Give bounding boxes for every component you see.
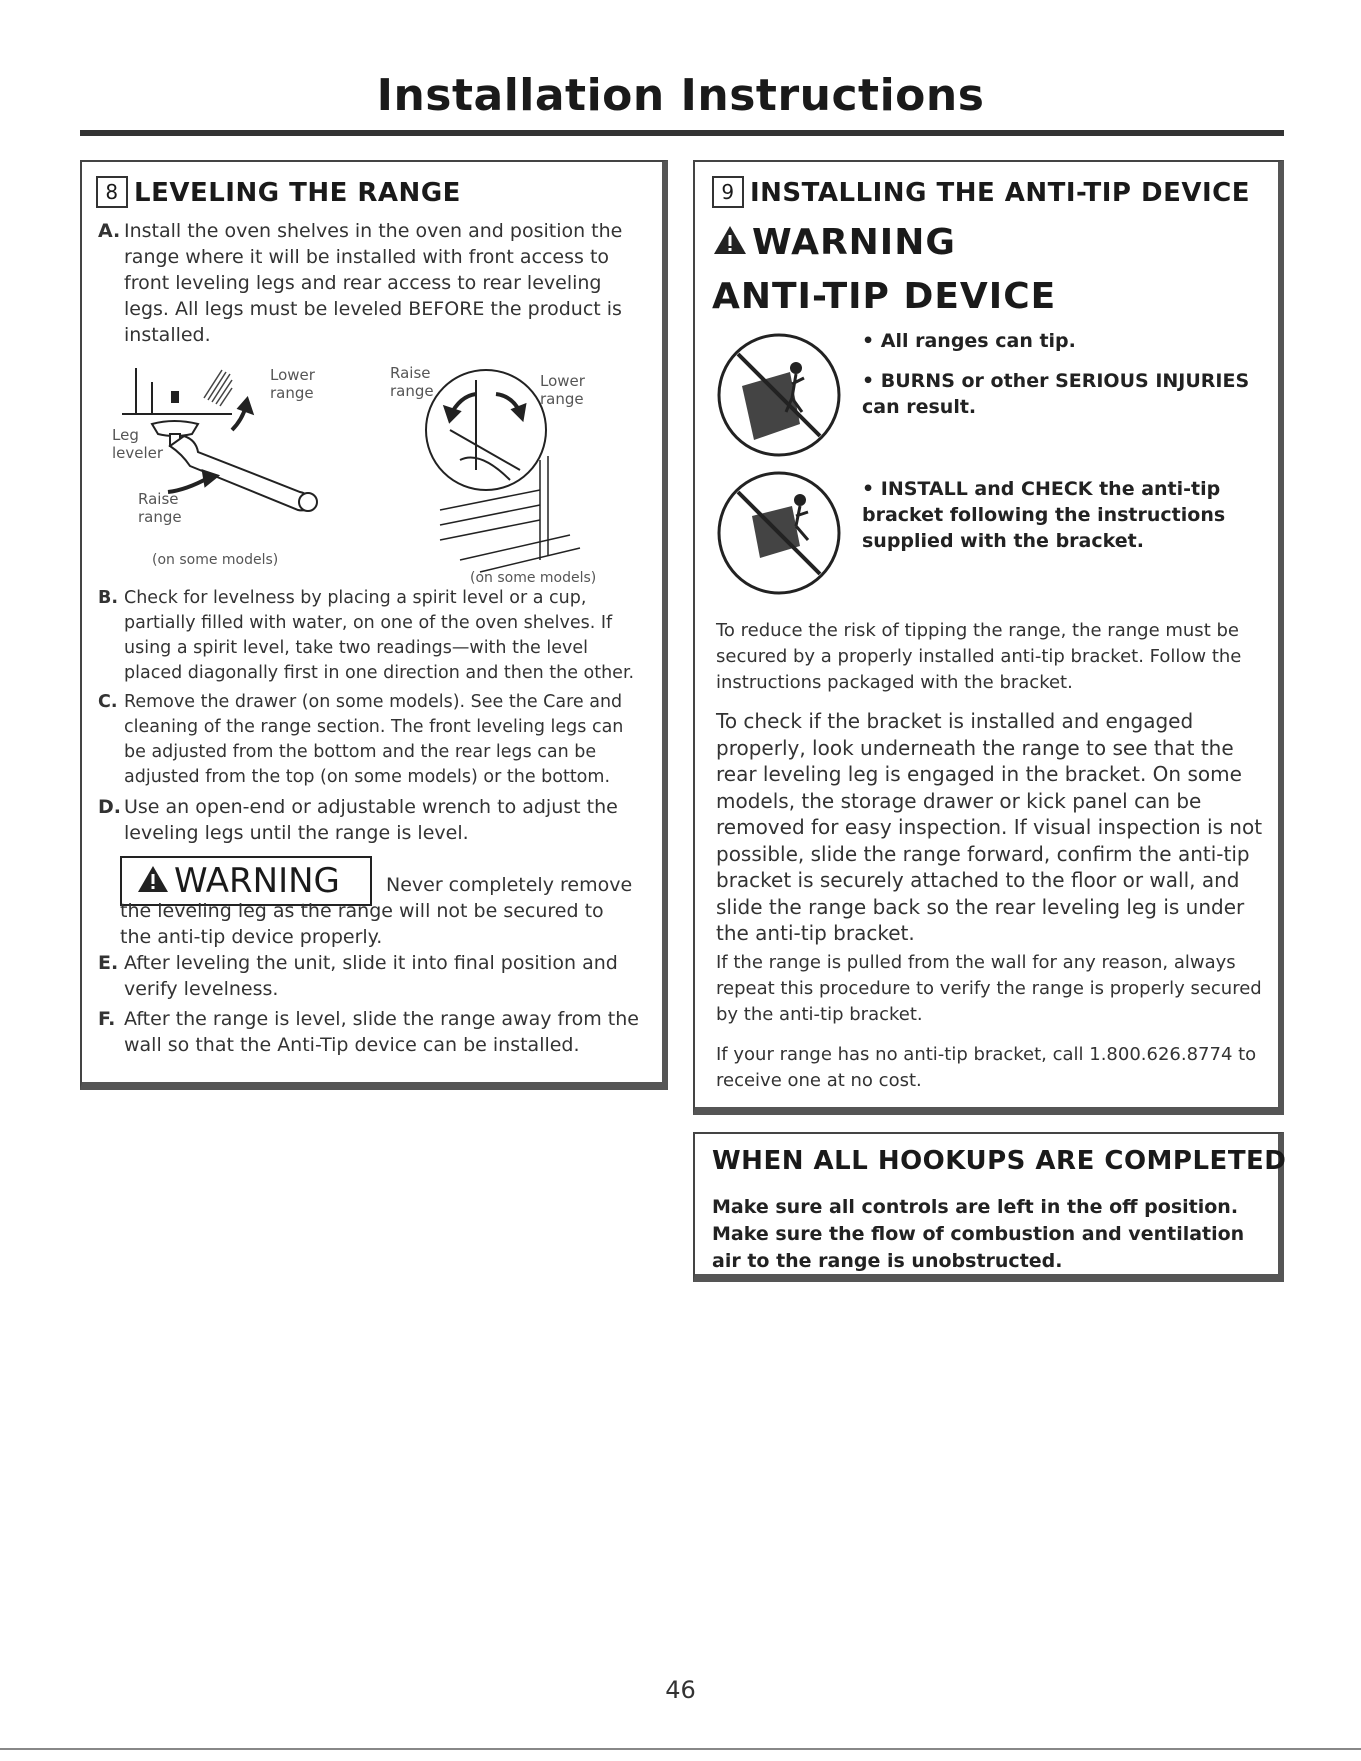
- figure2-lower-range-label: Lower range: [540, 372, 585, 408]
- antitip-bullet-1: • All ranges can tip.: [862, 330, 1076, 352]
- warning-triangle-icon: [712, 224, 748, 256]
- bottom-rule: [0, 1748, 1361, 1750]
- title-rule: [80, 130, 1284, 136]
- antitip-heading-text: INSTALLING THE ANTI-TIP DEVICE: [750, 178, 1251, 208]
- antitip-bullet-2: • BURNS or other SERIOUS INJURIES can result.: [862, 370, 1250, 418]
- leveling-heading-text: LEVELING THE RANGE: [134, 178, 461, 208]
- step-a: [98, 218, 644, 348]
- figure1-leg-leveler-label: Leg leveler: [112, 426, 164, 462]
- antitip-paragraph-3: If the range is pulled from the wall for any reason, always repeat this procedure to verify the range is properly secured by the anti-tip bracket.: [716, 952, 1262, 1025]
- child-on-range-prohibition-icon: [712, 466, 846, 600]
- antitip-bullet-3: • INSTALL and CHECK the anti-tip bracket following the instructions supplied with the bracket.: [862, 478, 1226, 552]
- figure2-note: (on some models): [470, 570, 597, 586]
- antitip-paragraph-2: To check if the bracket is installed and engaged properly, look underneath the range to see that the rear leveling leg is engaged in the bracket. On some models, the storage drawer or kick panel can be removed for easy inspection. If visual inspection is not possible, slide the range forward, confirm the anti-tip bracket is securely attached to the floor or wall, and slide the range back so the rear leveling leg is under the anti-tip bracket.: [716, 709, 1263, 945]
- leveling-heading: [96, 176, 461, 208]
- leveling-warning-text: the leveling leg as the range will not be secured to the anti-tip device properly.: [120, 900, 604, 948]
- step-a-letter: A.: [98, 220, 121, 242]
- step-b-letter: B.: [98, 588, 118, 608]
- step-e-letter: E.: [98, 952, 119, 974]
- leveling-warning-line1: Never completely remove: [386, 874, 633, 896]
- step-number-9: 9: [712, 176, 744, 208]
- step-c: [98, 690, 644, 790]
- step-b-text: Check for levelness by placing a spirit level or a cup, partially filled with water, on one of the oven shelves. If using a spirit level, take two readings—with the level placed diagonally first in one direction and then the other.: [124, 588, 635, 683]
- hookups-text: Make sure all controls are left in the off position. Make sure the flow of combustion and ventilation air to the range is unobstructed.: [712, 1196, 1245, 1272]
- step-c-letter: C.: [98, 692, 118, 712]
- page-number: 46: [665, 1676, 696, 1704]
- antitip-paragraph-4: If your range has no anti-tip bracket, call 1.800.626.8774 to receive one at no cost.: [716, 1044, 1257, 1091]
- step-b: [98, 586, 644, 686]
- step-f-letter: F.: [98, 1008, 116, 1030]
- page-title: Installation Instructions: [376, 70, 985, 121]
- antitip-device-heading: ANTI-TIP DEVICE: [712, 276, 1057, 317]
- step-d: [98, 794, 644, 846]
- warning-label-text: WARNING: [174, 861, 340, 901]
- step-d-text: Use an open-end or adjustable wrench to adjust the leveling legs until the range is level.: [124, 796, 618, 844]
- step-f-text: After the range is level, slide the range away from the wall so that the Anti-Tip device can be installed.: [124, 1008, 639, 1056]
- step-number-8: 8: [96, 176, 128, 208]
- antitip-paragraph-1: To reduce the risk of tipping the range, the range must be secured by a properly installed anti-tip bracket. Follow the instructions packaged with the bracket.: [716, 620, 1242, 693]
- range-corner-illustration: [122, 368, 232, 414]
- antitip-warning-heading: [712, 222, 956, 263]
- figure1-note: (on some models): [152, 552, 279, 568]
- step-e: [98, 950, 644, 1002]
- figure1-raise-range-label: Raise range: [138, 490, 182, 526]
- step-c-text: Remove the drawer (on some models). See the Care and cleaning of the range section. The front leveling legs can be adjusted from the bottom and the rear legs can be adjusted from the top (on some models) or the bottom.: [124, 692, 624, 787]
- tipping-range-prohibition-icon: [712, 328, 846, 462]
- step-d-letter: D.: [98, 796, 121, 818]
- antitip-heading: [712, 176, 1250, 208]
- figure1-lower-range-label: Lower range: [270, 366, 315, 402]
- warning-triangle-icon: [136, 864, 170, 894]
- figure2-raise-range-label: Raise range: [390, 364, 434, 400]
- hookups-heading: WHEN ALL HOOKUPS ARE COMPLETED: [712, 1146, 1287, 1176]
- step-a-text: Install the oven shelves in the oven and position the range where it will be installed with front access to front leveling legs and rear access to rear leveling legs. All legs must be leveled BEFORE the product is installed.: [124, 220, 623, 346]
- range-side-shading: [204, 370, 232, 406]
- step-f: [98, 1006, 644, 1058]
- antitip-warning-text: WARNING: [752, 222, 956, 263]
- step-e-text: After leveling the unit, slide it into final position and verify levelness.: [124, 952, 618, 1000]
